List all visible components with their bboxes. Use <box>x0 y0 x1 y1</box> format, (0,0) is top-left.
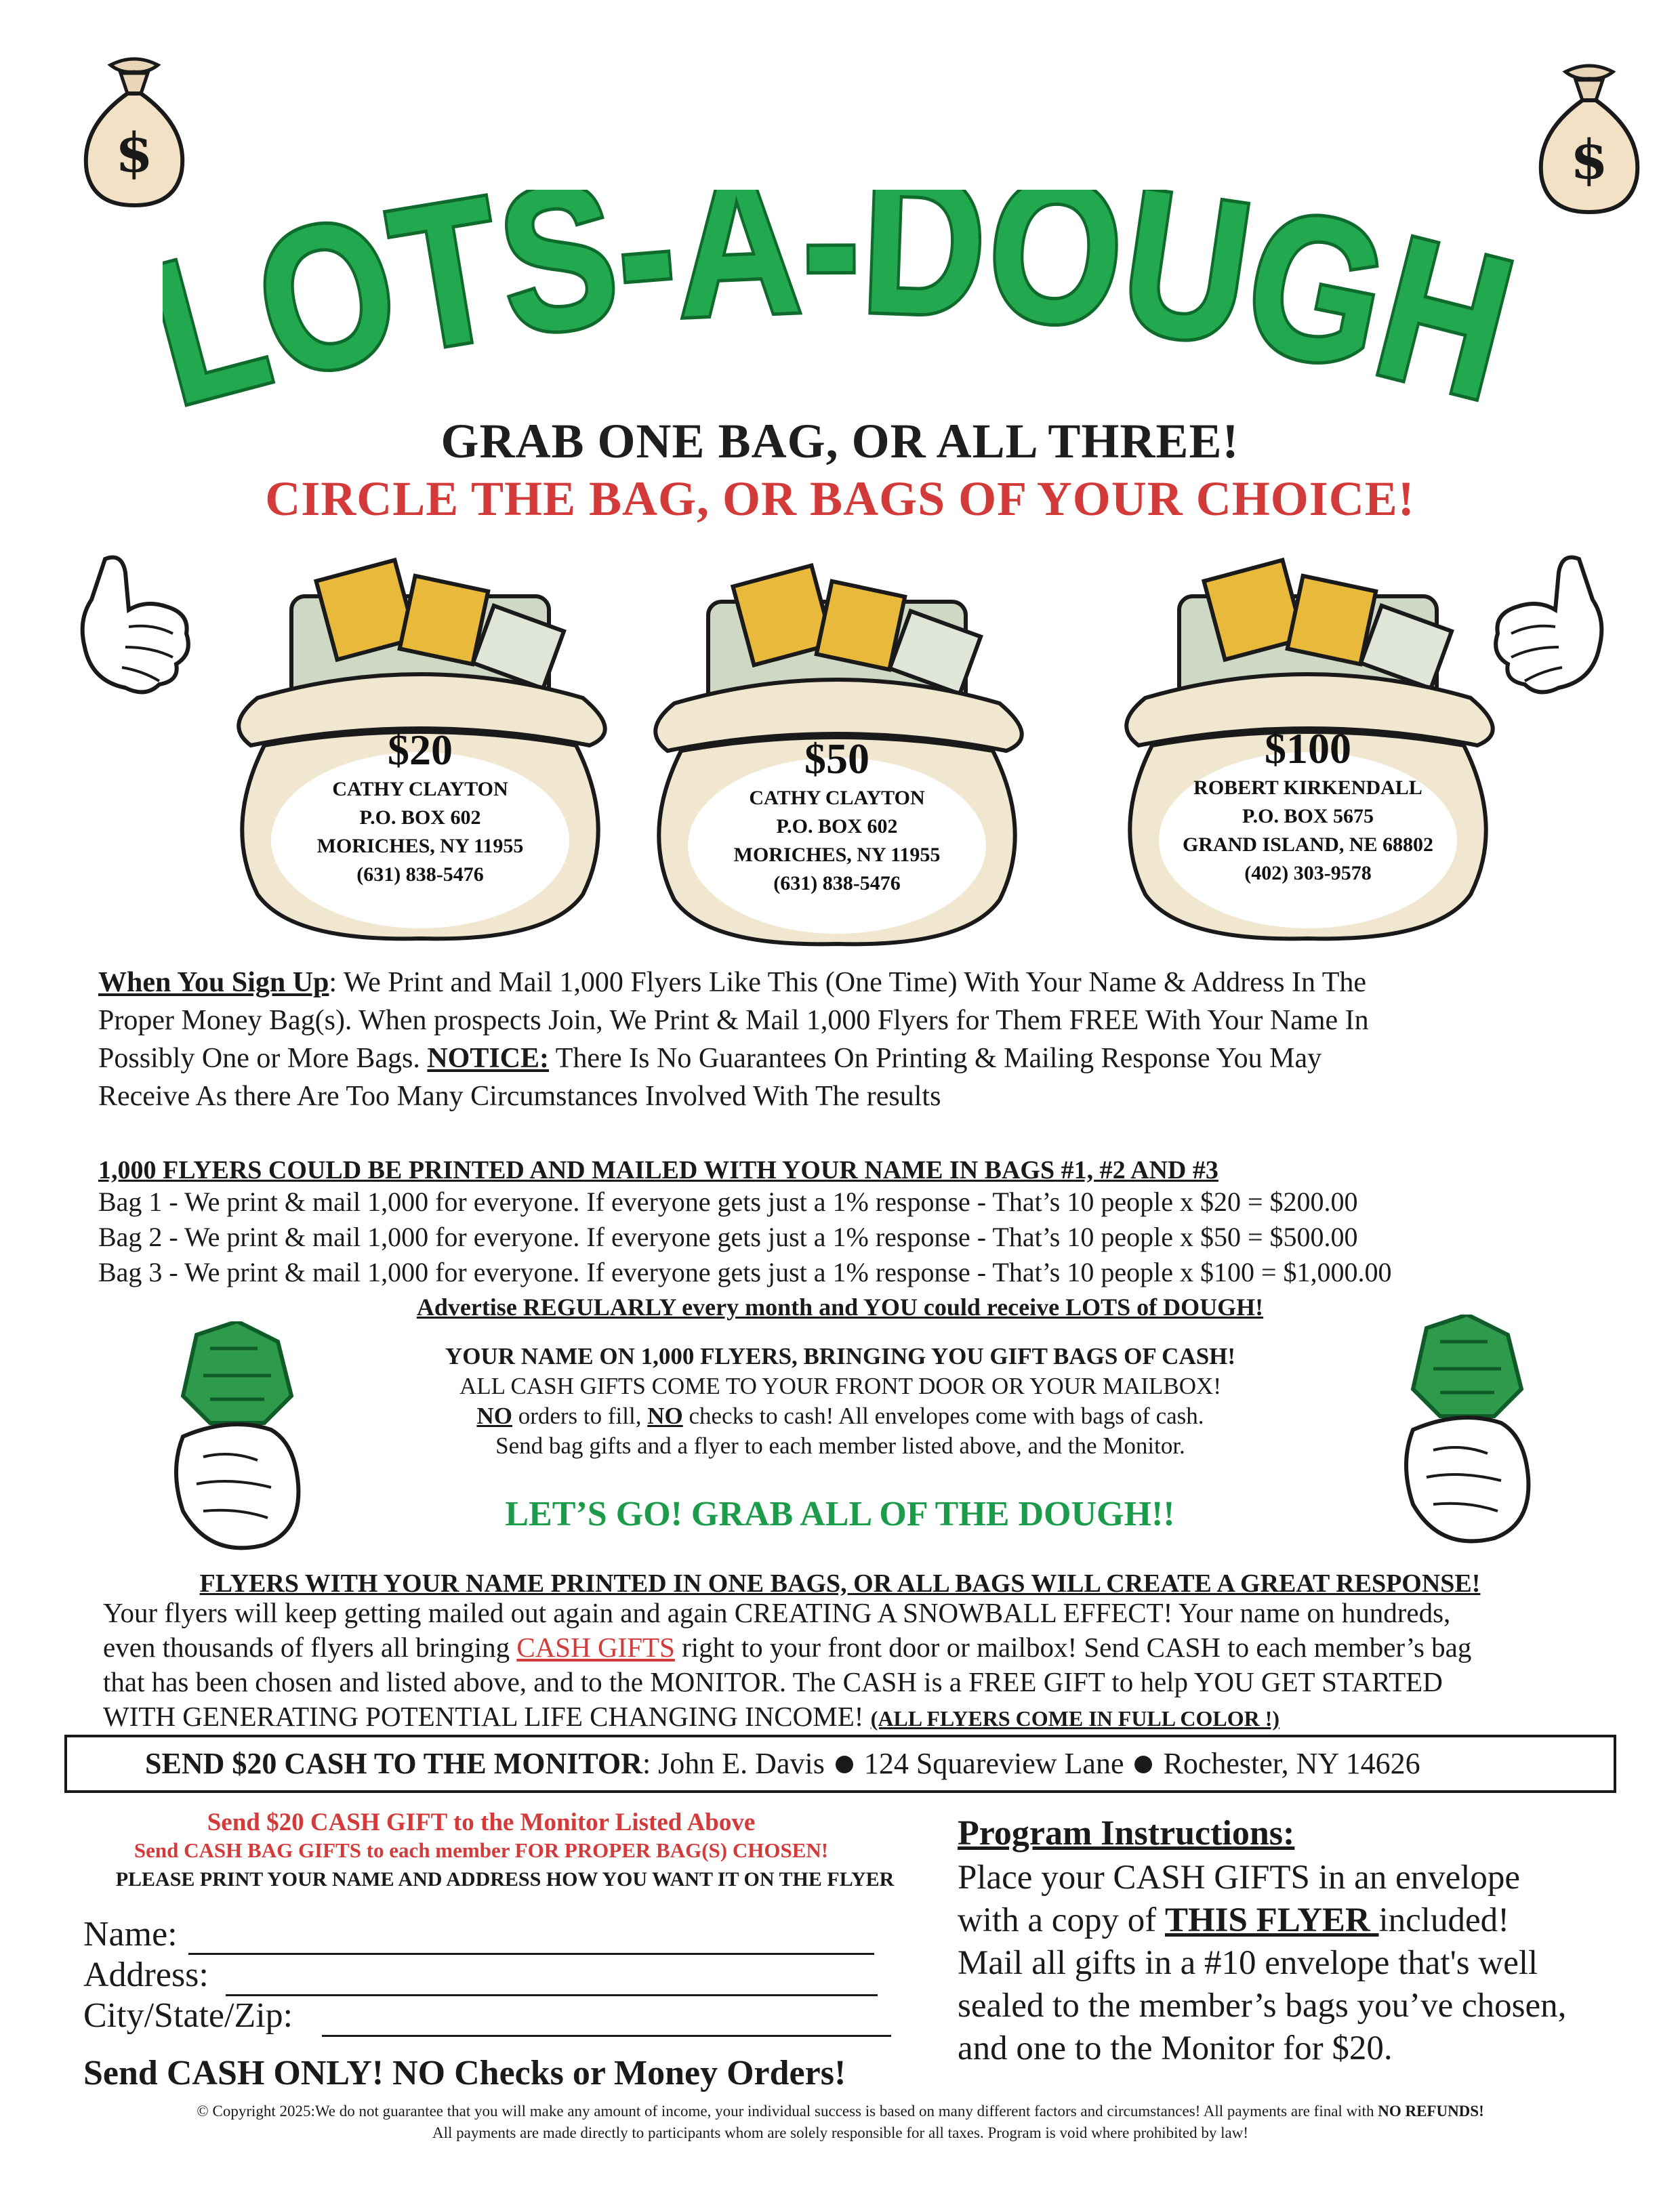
pointing-hand-icon-left <box>64 545 200 701</box>
bag-member-name: CATHY CLAYTON <box>332 778 508 800</box>
instructions-title: Program Instructions: <box>958 1814 1295 1853</box>
dollar-sign-icon: $ <box>1570 127 1608 191</box>
bag-city: GRAND ISLAND, NE 68802 <box>1182 833 1434 856</box>
flyers-title: 1,000 FLYERS COULD BE PRINTED AND MAILED WITH YOUR NAME IN BAGS #1, #2 AND #3 <box>98 1156 1218 1184</box>
address-label: Address: <box>83 1956 209 1994</box>
gift-line-4: Send bag gifts and a flyer to each member listed above, and the Monitor. <box>495 1432 1185 1459</box>
gift-block <box>325 1342 1355 1461</box>
bag-3-line: Bag 3 - We print & mail 1,000 for everyone. If everyone gets just a 1% response - That’s 10 people x $100 = $1,000.00 <box>98 1257 1392 1287</box>
signup-line-2: Proper Money Bag(s). When prospects Join, We Print & Mail 1,000 Flyers for Them FREE With Your Name In <box>98 1005 1369 1036</box>
signup-line-4: Receive As there Are Too Many Circumstances Involved With The results <box>98 1081 941 1112</box>
monitor-city: Rochester, NY 14626 <box>1163 1747 1420 1780</box>
this-flyer-label: THIS FLYER <box>1164 1901 1379 1939</box>
bag-phone: (402) 303-9578 <box>1244 862 1372 884</box>
no-refunds-label: NO REFUNDS! <box>1378 2103 1484 2120</box>
response-title: FLYERS WITH YOUR NAME PRINTED IN ONE BAGS, OR ALL BAGS WILL CREATE A GREAT RESPONSE! <box>199 1569 1481 1598</box>
footer-line-1: © Copyright 2025:We do not guarantee that you will make any amount of income, your individual success is based on many different factors and circumstances! All payments are final with <box>197 2103 1378 2120</box>
instructions-line-2a: with a copy of <box>958 1901 1165 1939</box>
dollar-sign-icon: $ <box>115 121 153 184</box>
bag-phone: (631) 838-5476 <box>356 863 484 886</box>
lets-go-headline: LET’S GO! GRAB ALL OF THE DOUGH!! <box>505 1495 1175 1533</box>
bag-1-line: Bag 1 - We print & mail 1,000 for everyone. If everyone gets just a 1% response - That’s 10 people x $20 = $200.00 <box>98 1186 1358 1217</box>
bullet-icon <box>836 1756 853 1773</box>
no-label-1: NO <box>476 1403 512 1429</box>
gift-line-3a: orders to fill, <box>512 1403 648 1429</box>
title-logo <box>163 190 1518 434</box>
full-color-note: (ALL FLYERS COME IN FULL COLOR !) <box>870 1706 1279 1731</box>
notice-label: NOTICE: <box>427 1043 550 1074</box>
monitor-label: SEND $20 CASH TO THE MONITOR <box>145 1747 642 1780</box>
cash-gifts-link: CASH GIFTS <box>516 1632 675 1663</box>
bag-po-box: P.O. BOX 602 <box>359 806 481 829</box>
signup-line-3b: There Is No Guarantees On Printing & Mailing Response You May <box>549 1043 1322 1074</box>
gift-line-2: ALL CASH GIFTS COME TO YOUR FRONT DOOR OR YOUR MAILBOX! <box>459 1373 1221 1399</box>
instructions-line-5: and one to the Monitor for $20. <box>958 2029 1393 2067</box>
form-red-line-2: Send CASH BAG GIFTS to each member FOR PROPER BAG(S) CHOSEN! <box>134 1838 829 1862</box>
response-line-4: WITH GENERATING POTENTIAL LIFE CHANGING INCOME! <box>103 1701 864 1732</box>
flyers-lines <box>98 1184 1630 1290</box>
headline-circle-bag: CIRCLE THE BAG, OR BAGS OF YOUR CHOICE! <box>265 472 1415 526</box>
gift-line-1: YOUR NAME ON 1,000 FLYERS, BRINGING YOU GIFT BAGS OF CASH! <box>445 1343 1236 1369</box>
bag-member-name: CATHY CLAYTON <box>749 787 925 809</box>
bag-po-box: P.O. BOX 5675 <box>1242 805 1374 827</box>
cash-only-note: Send CASH ONLY! NO Checks or Money Orders! <box>83 2054 846 2092</box>
money-bag-2[interactable] <box>634 548 1040 954</box>
bag-amount: $50 <box>804 735 869 783</box>
response-line-2a: even thousands of flyers all bringing <box>103 1632 517 1663</box>
bag-city: MORICHES, NY 11955 <box>316 835 524 857</box>
page-title: OTS-A-DOUG <box>238 190 1429 422</box>
gift-line-3b: checks to cash! All envelopes come with bags of cash. <box>682 1403 1204 1429</box>
monitor-street: 124 Squareview Lane <box>863 1747 1124 1780</box>
bag-po-box: P.O. BOX 602 <box>776 815 898 838</box>
headline-grab-bag: GRAB ONE BAG, OR ALL THREE! <box>441 414 1239 468</box>
form-print-note: PLEASE PRINT YOUR NAME AND ADDRESS HOW YOU WANT IT ON THE FLYER <box>115 1868 895 1891</box>
bag-2-line: Bag 2 - We print & mail 1,000 for everyone. If everyone gets just a 1% response - That’s 10 people x $50 = $500.00 <box>98 1222 1358 1252</box>
money-bag-1[interactable] <box>217 542 623 949</box>
signup-line-3a: Possibly One or More Bags. <box>98 1043 428 1074</box>
instructions-line-2b: included! <box>1378 1901 1510 1939</box>
no-label-2: NO <box>647 1403 683 1429</box>
bag-amount: $100 <box>1265 724 1351 772</box>
signup-paragraph <box>98 964 1603 1115</box>
bullet-icon <box>1134 1756 1152 1773</box>
bag-member-name: ROBERT KIRKENDALL <box>1193 777 1422 799</box>
response-line-2b: right to your front door or mailbox! Send CASH to each member’s bag <box>674 1632 1472 1663</box>
footer <box>20 2101 1660 2144</box>
instructions-line-3: Mail all gifts in a #10 envelope that's well <box>958 1944 1538 1982</box>
name-field[interactable] <box>188 1953 874 1955</box>
instructions-line-4: sealed to the member’s bags you’ve chosen, <box>958 1987 1567 2025</box>
bag-amount: $20 <box>388 726 453 774</box>
bag-city: MORICHES, NY 11955 <box>733 844 941 866</box>
instructions-body <box>958 1857 1642 2070</box>
bag-phone: (631) 838-5476 <box>773 872 901 894</box>
footer-line-2: All payments are made directly to participants whom are solely responsible for all taxes. Program is void where prohibited by law! <box>432 2124 1248 2141</box>
money-bag-icon-right <box>1528 60 1650 222</box>
form-red-line-1: Send $20 CASH GIFT to the Monitor Listed Above <box>207 1809 756 1836</box>
advertise-line: Advertise REGULARLY every month and YOU could receive LOTS of DOUGH! <box>416 1294 1264 1321</box>
monitor-name: : John E. Davis <box>642 1747 825 1780</box>
instructions-line-1: Place your CASH GIFTS in an envelope <box>958 1859 1521 1897</box>
signup-lead: When You Sign Up <box>98 967 329 998</box>
monitor-box <box>64 1735 1616 1793</box>
signup-line-1: : We Print and Mail 1,000 Flyers Like This (One Time) With Your Name & Address In The <box>329 967 1367 998</box>
name-label: Name: <box>83 1915 178 1954</box>
response-line-3: that has been chosen and listed above, and to the MONITOR. The CASH is a FREE GIFT to help YOU GET STARTED <box>103 1666 1443 1697</box>
money-bag-3[interactable] <box>1105 542 1511 949</box>
response-paragraph <box>103 1596 1628 1736</box>
address-field[interactable] <box>226 1994 878 1996</box>
response-line-1: Your flyers will keep getting mailed out again and again CREATING A SNOWBALL EFFECT! Your name on hundreds, <box>103 1597 1451 1628</box>
city-state-zip-field[interactable] <box>322 2035 891 2037</box>
city-state-zip-label: City/State/Zip: <box>83 1996 293 2035</box>
